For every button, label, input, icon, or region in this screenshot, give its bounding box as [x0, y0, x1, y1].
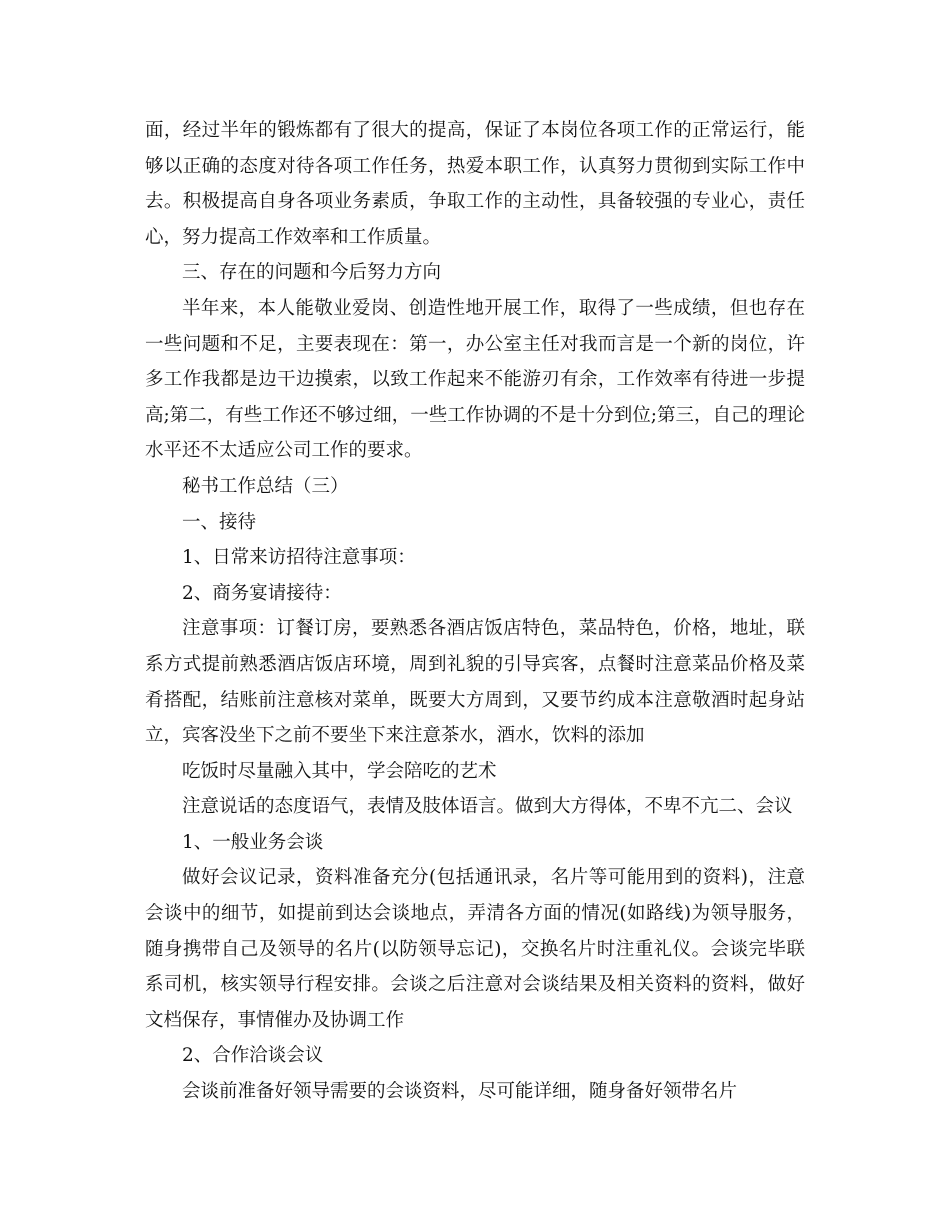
section-heading-problems: 三、存在的问题和今后努力方向: [182, 262, 442, 284]
subheading-cooperation-meeting: 2、合作洽谈会议: [182, 1045, 324, 1067]
paragraph-cooperation-meeting: 会谈前准备好领导需要的会谈资料，尽可能详细，随身备好领带名片: [182, 1081, 738, 1103]
paragraph-work-improvement: 面，经过半年的锻炼都有了很大的提高，保证了本岗位各项工作的正常运行，能够以正确的态度对待各项工作任务，热爱本职工作，认真努力贯彻到实际工作中去。积极提高自身各项业务素质，争取工作的主动性，具备较强的专业心，责任心，努力提高工作效率和工作质量。: [145, 120, 805, 248]
paragraph-problems: 半年来，本人能敬业爱岗、创造性地开展工作，取得了一些成绩，但也存在一些问题和不足，主要表现在：第一，办公室主任对我而言是一个新的岗位，许多工作我都是边干边摸索，以致工作起来不能游刃有余，工作效率有待进一步提高;第二，有些工作还不够过细，一些工作协调的不是十分到位;第三，自己的理论水平还不太适应公司工作的要求。: [145, 297, 805, 462]
paragraph-banquet-notes: 注意事项：订餐订房，要熟悉各酒店饭店特色，菜品特色，价格，地址，联系方式提前熟悉酒店饭店环境，周到礼貌的引导宾客，点餐时注意菜品价格及菜肴搭配，结账前注意核对菜单，既要大方周到，又要节约成本注意敬酒时起身站立，宾客没坐下之前不要坐下来注意茶水，酒水，饮料的添加: [145, 618, 805, 747]
document-body: [145, 113, 805, 1110]
section-heading-reception: 一、接待: [182, 511, 257, 533]
subheading-business-banquet: 2、商务宴请接待：: [182, 582, 342, 604]
paragraph-dining-art: 吃饭时尽量融入其中，学会陪吃的艺术: [182, 760, 497, 782]
paragraph-manner-and-meeting: 注意说话的态度语气，表情及肢体语言。做到大方得体，不卑不亢二、会议: [182, 796, 793, 818]
subheading-daily-visits: 1、日常来访招待注意事项：: [182, 547, 416, 569]
paragraph-business-talks: 做好会议记录，资料准备充分(包括通讯录，名片等可能用到的资料)，注意会谈中的细节，如提前到达会谈地点，弄清各方面的情况(如路线)为领导服务，随身携带自己及领导的名片(以防领导忘记)，交换名片时注重礼仪。会谈完毕联系司机，核实领导行程安排。会谈之后注意对会谈结果及相关资料的资料，做好文档保存，事情催办及协调工作: [145, 867, 805, 1031]
subheading-business-talks: 1、一般业务会谈: [182, 831, 324, 853]
document-section-title: 秘书工作总结（三）: [182, 475, 349, 497]
